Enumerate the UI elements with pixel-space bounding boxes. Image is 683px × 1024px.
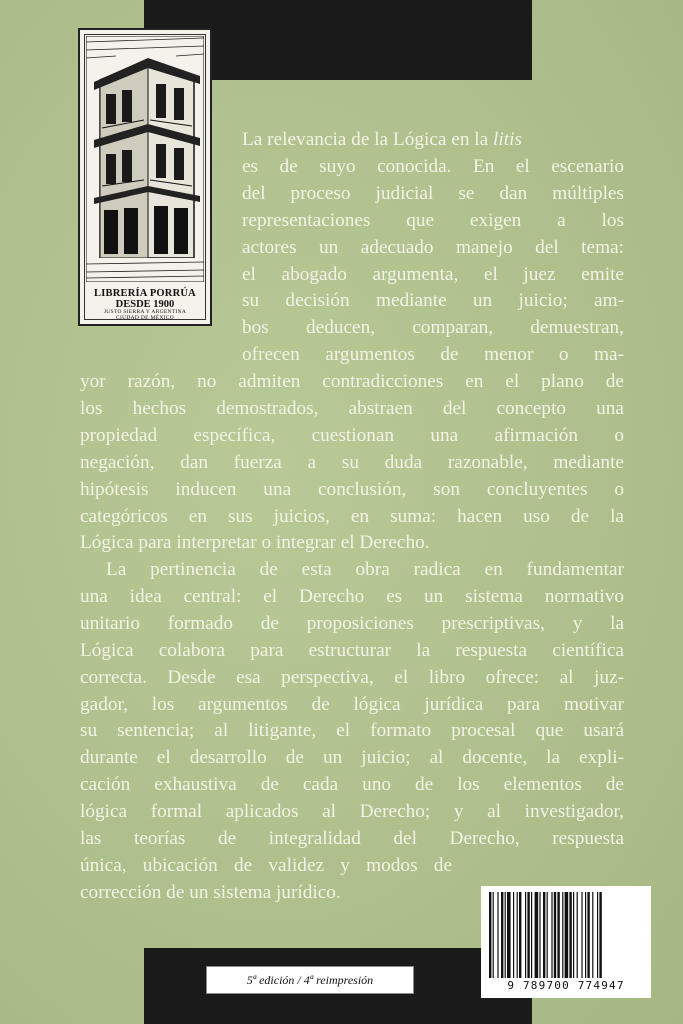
barcode-bar [565, 892, 569, 978]
italic-term: litis [493, 129, 522, 150]
barcode-bar [554, 892, 556, 978]
barcode-bar [507, 892, 511, 978]
text-line: propiedad específica, cuestionan una afirmación o [80, 424, 624, 446]
text-line: las teorías de integralidad del Derecho, respuesta [80, 828, 624, 850]
text-line: unitario formado de proposiciones prescriptivas, y la [80, 612, 624, 634]
paragraph-1-top [242, 127, 624, 369]
text-line: una idea central: el Derecho es un sistema normativo [80, 585, 624, 607]
barcode-bar [547, 892, 548, 978]
logo-caption [84, 288, 206, 322]
text-line: yor razón, no admiten contradicciones en el plano de [80, 371, 624, 392]
barcode-bar [489, 892, 491, 978]
barcode-bar [551, 892, 552, 978]
text-line: el abogado argumenta, el juez emite [242, 263, 624, 285]
logo-line-3: JUSTO SIERRA Y ARGENTINA [103, 309, 187, 316]
text-line: representaciones que exigen a los [242, 209, 624, 231]
text-line: bos deducen, comparan, demuestran, [242, 317, 624, 339]
bookstore-building-engraving-icon [86, 36, 204, 282]
text-line: Lógica para interpretar o integrar el Derecho. [80, 532, 430, 554]
text-line: cación exhaustiva de cada uno de los elementos de [80, 774, 624, 796]
text-line: única, ubicación de validez y modos de [80, 854, 452, 876]
text-line: durante el desarrollo de un juicio; al docente, la expli- [80, 747, 624, 769]
paragraph-2 [80, 557, 624, 907]
text-line: actores un adecuado manejo del tema: [242, 236, 624, 258]
barcode-bar [501, 892, 503, 978]
text-line: Lógica colabora para estructurar la respuesta científica [80, 639, 624, 661]
logo-line-1: LIBRERÍA PORRÚA [94, 288, 196, 299]
barcode-bar [505, 892, 506, 978]
barcode-icon [489, 892, 643, 978]
barcode-bar [531, 892, 532, 978]
text-line: corrección de un sistema jurídico. [80, 881, 341, 903]
barcode-bar [527, 892, 529, 978]
isbn-number: 9 789700 774947 [507, 979, 625, 992]
text-line: negación, dan fuerza a su duda razonable, mediante [80, 451, 624, 473]
barcode-bar [577, 892, 578, 978]
text-line [242, 127, 624, 154]
text-line: los hechos demostrados, abstraen del concepto una [80, 397, 624, 419]
text-line: lógica formal aplicados al Derecho; y al investigador, [80, 801, 624, 823]
barcode-bar [597, 892, 598, 978]
logo-line-2: DESDE 1900 [115, 299, 175, 311]
text-line: categóricos en sus juicios, en suma: hacen uso de la [80, 505, 624, 527]
text-line: hipótesis inducen una conclusión, son concluyentes o [80, 478, 624, 500]
barcode-bar [581, 892, 582, 978]
barcode-bar [539, 892, 540, 978]
logo-line-4: CIUDAD DE MÉXICO [116, 314, 174, 321]
paragraph-1-bottom [80, 369, 624, 557]
barcode-bar [599, 892, 601, 978]
text-line: es de suyo conocida. En el escenario [242, 155, 624, 177]
barcode-bar [535, 892, 539, 978]
barcode-bar [573, 892, 574, 978]
text-line: correcta. Desde esa perspectiva, el libro ofrece: al juz- [80, 666, 624, 688]
text-line: del proceso judicial se dan múltiples [242, 182, 624, 204]
barcode-bar [493, 892, 494, 978]
barcode-bar [592, 892, 593, 978]
text-line: su decisión mediante un juicio; am- [242, 290, 624, 312]
barcode-bar [519, 892, 521, 978]
barcode-bar [569, 892, 571, 978]
text-line: ofrecen argumentos de menor o ma- [242, 344, 624, 366]
barcode-bar [517, 892, 518, 978]
text-line-part: La relevancia de la Lógica en la litis [242, 129, 522, 150]
text-line: gador, los argumentos de lógica jurídica para motivar [80, 693, 624, 715]
text-line: La pertinencia de esta obra radica en fundamentar [106, 559, 624, 580]
barcode-bar [513, 892, 514, 978]
barcode-bar [557, 892, 559, 978]
barcode-bar [587, 892, 589, 978]
barcode-bar [562, 892, 563, 978]
isbn-barcode [481, 886, 651, 998]
barcode-bar [543, 892, 545, 978]
text-line: su sentencia; al litigante, el formato procesal que usará [80, 720, 624, 742]
publisher-logo [78, 28, 212, 326]
barcode-bar [497, 892, 498, 978]
edition-label: 5ª edición / 4ª reimpresión [206, 966, 414, 994]
barcode-bar [525, 892, 526, 978]
barcode-bar [585, 892, 586, 978]
